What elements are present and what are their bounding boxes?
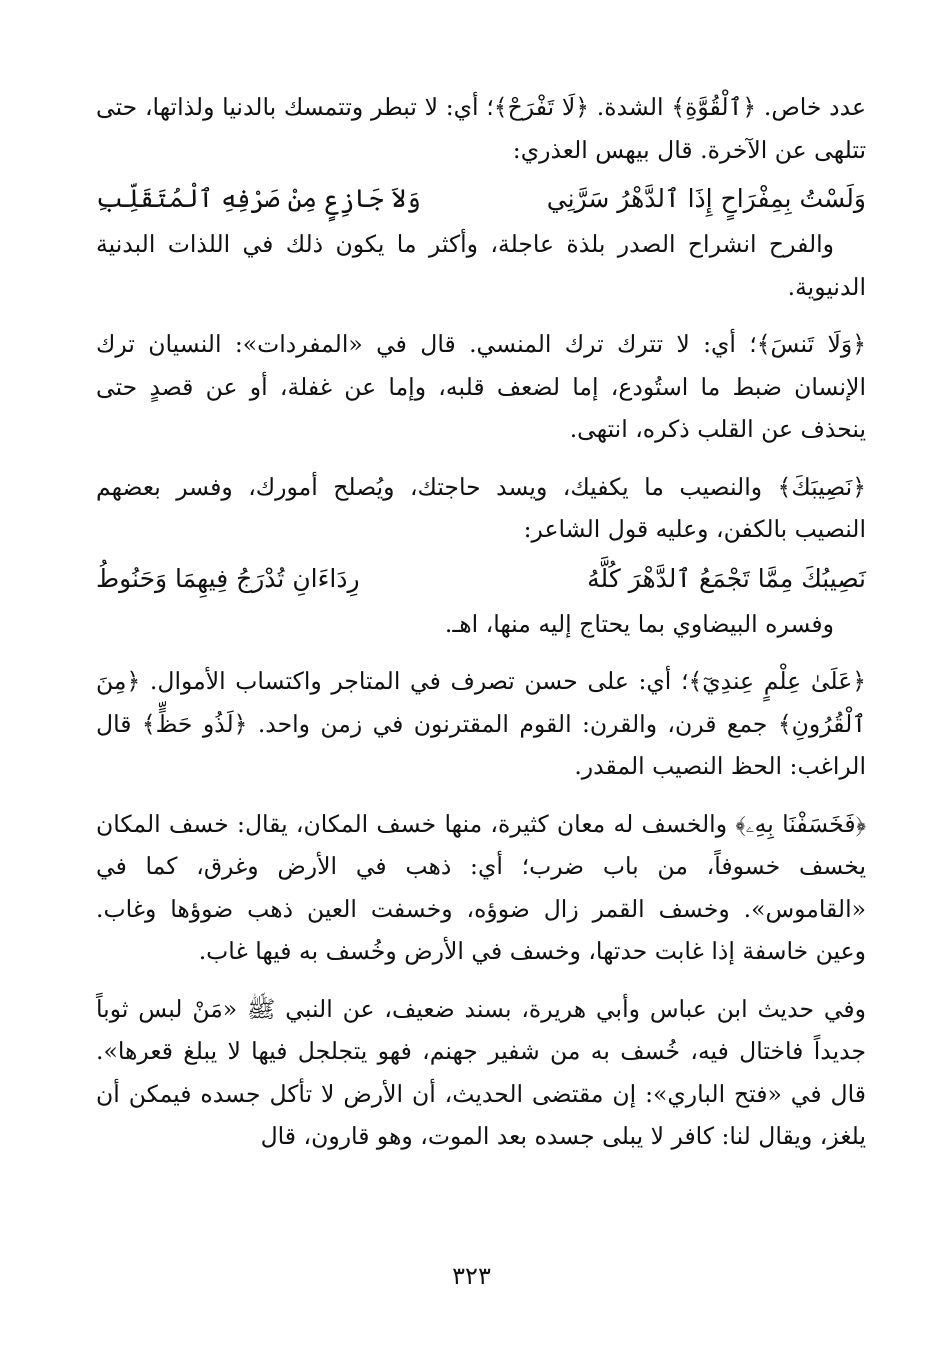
paragraph-7: ﴿فَخَسَفْنَا بِهِۦ﴾ والخسف له معان كثيرة، منها خسف المكان، يقال: خسف المكان يخسف خسوفاً، من باب ضرب؛ أي: ذهب في الأرض وغرق، كما في «القاموس». وخسف القمر زال ضوؤه، وخسفت العين ذهب ضوؤها وغاب. وعين خاسفة إذا غابت حدتها، وخسف في الأرض وخُسف به فيها غاب. [96,809,866,965]
verse-1-first-hemistich: وَلَسْتُ بِمِفْرَاحٍ إِذَا ٱلدَّهْرُ سَرَّنِي [546,184,866,213]
paragraph-6: ﴿عَلَىٰ عِلْمٍ عِندِيٓ﴾؛ أي: على حسن تصرف في المتاجر واكتساب الأموال. ﴿مِنَ ٱلْقُرُونِ﴾ جمع قرن، والقرن: القوم المقترنون في زمن واحد. ﴿لَذُو حَظٍّ﴾ قال الراغب: الحظ النصيب المقدر. [96,667,866,780]
paragraph-4: ﴿نَصِيبَكَ﴾ والنصيب ما يكفيك، ويسد حاجتك، ويُصلح أمورك، وفسر بعضهم النصيب بالكفن، وعليه قول الشاعر: [96,472,866,543]
verse-2-first-hemistich: نَصِيبُكَ مِمَّا تَجْمَعُ ٱلدَّهْرَ كُلَّهُ [587,563,866,593]
verse-1 [96,177,866,221]
verse-1-second-hemistich: وَلاَ جَازِعٍ مِنْ صَرْفِهِ ٱلْمُتَقَلِّبِ [96,184,421,213]
paragraph-8: وفي حديث ابن عباس وأبي هريرة، بسند ضعيف، عن النبي ﷺ «مَنْ لبس ثوباً جديداً فاختال فيه، خُسف به من شفير جهنم، فهو يتجلجل فيها لا يبلغ قعرها». قال في «فتح الباري»: إن مقتضى الحديث، أن الأرض لا تأكل جسده فيمكن أن يلغز، ويقال لنا: كافر لا يبلى جسده بعد الموت، وهو قارون، قال [96,994,866,1150]
paragraph-2: والفرح انشراح الصدر بلذة عاجلة، وأكثر ما يكون ذلك في اللذات البدنية الدنيوية. [96,230,866,301]
verse-2 [96,557,866,601]
page-number: ٣٢٣ [452,1262,491,1290]
paragraph-5: وفسره البيضاوي بما يحتاج إليه منها، اهـ. [444,609,834,638]
page-body [96,86,866,1326]
paragraph-1: عدد خاص. ﴿ٱلْقُوَّةِ﴾ الشدة. ﴿لَا تَفْرَحْ﴾؛ أي: لا تبطر وتتمسك بالدنيا ولذاتها، حتى تتلهى عن الآخرة. قال بيهس العذري: [96,93,866,164]
verse-2-second-hemistich: رِدَاءَانِ تُدْرَجُ فِيهِمَا وَحَنُوطُ [96,563,360,593]
paragraph-3: ﴿وَلَا تَنسَ﴾؛ أي: لا تترك ترك المنسي. قال في «المفردات»: النسيان ترك الإنسان ضبط ما استُودع، إما لضعف قلبه، وإما عن غفلة، أو عن قصدٍ حتى ينحذف عن القلب ذكره، انتهى. [96,330,866,443]
